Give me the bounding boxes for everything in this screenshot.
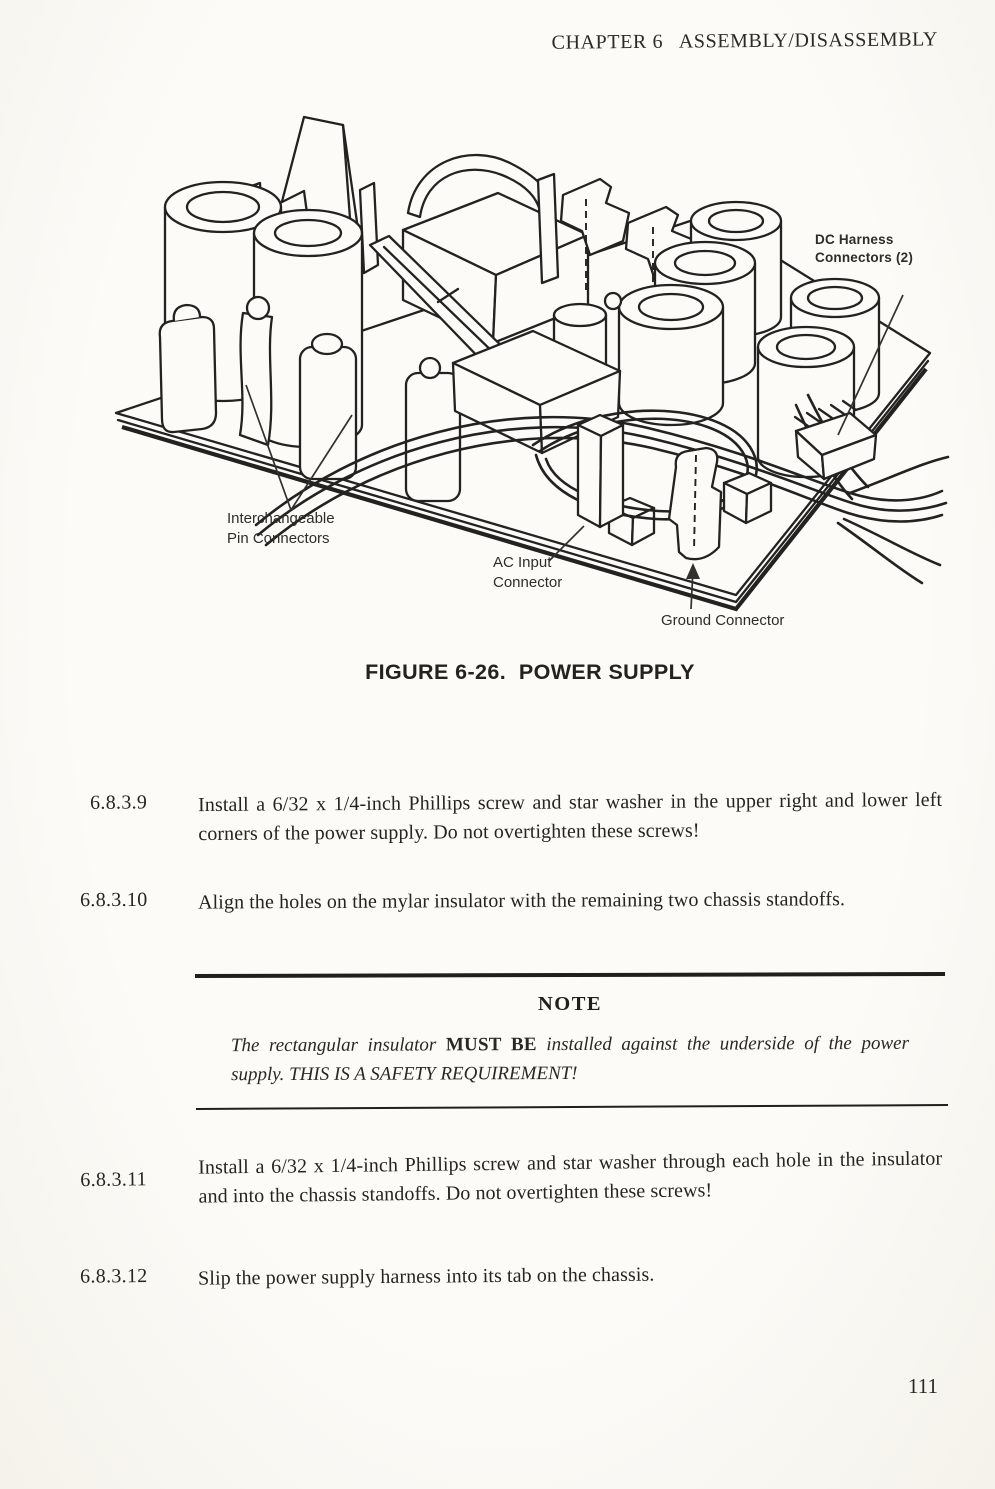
note-text: The rectangular insulator MUST BE installed against the underside of the power supply. THIS IS A SAFETY REQUIREMENT! [230, 1032, 909, 1085]
step-6839 [0, 786, 995, 845]
label-dc-harness: DC Harness Connectors (2) [815, 232, 914, 265]
step-number: 6.8.3.11 [80, 1168, 148, 1192]
step-text: Install a 6/32 x 1/4-inch Phillips screw and star washer in the upper right and lower left corners of the power supply. Do not overtighten these screws! [198, 788, 943, 845]
step-text: Slip the power supply harness into its tab on the chassis. [198, 1263, 655, 1290]
step-number: 6.8.3.12 [80, 1265, 148, 1288]
note-top-rule [195, 972, 945, 978]
step-68310 [0, 884, 995, 914]
page-number: 111 [908, 1374, 938, 1398]
figure-caption: FIGURE 6-26. POWER SUPPLY [365, 660, 695, 684]
step-number: 6.8.3.10 [80, 888, 148, 912]
ac-input-connector [578, 415, 623, 527]
step-text: Align the holes on the mylar insulator with the remaining two chassis standoffs. [198, 888, 846, 914]
label-ac-input: AC Input Connector [493, 554, 563, 591]
step-68311 [0, 1144, 995, 1208]
label-ground: Ground Connector [661, 612, 785, 629]
label-pin-connectors: Interchangeable Pin Connectors [227, 510, 335, 547]
step-text: Install a 6/32 x 1/4-inch Phillips screw and star washer through each hole in the insulator and into the chassis standoffs. Do not overtighten these screws! [198, 1147, 943, 1208]
note-title: NOTE [537, 993, 603, 1015]
figure-power-supply [108, 95, 968, 655]
note-bottom-rule [196, 1104, 948, 1110]
chapter-header: CHAPTER 6 ASSEMBLY/DISASSEMBLY [551, 28, 939, 54]
step-number: 6.8.3.9 [90, 791, 148, 814]
step-68312 [0, 1258, 995, 1290]
